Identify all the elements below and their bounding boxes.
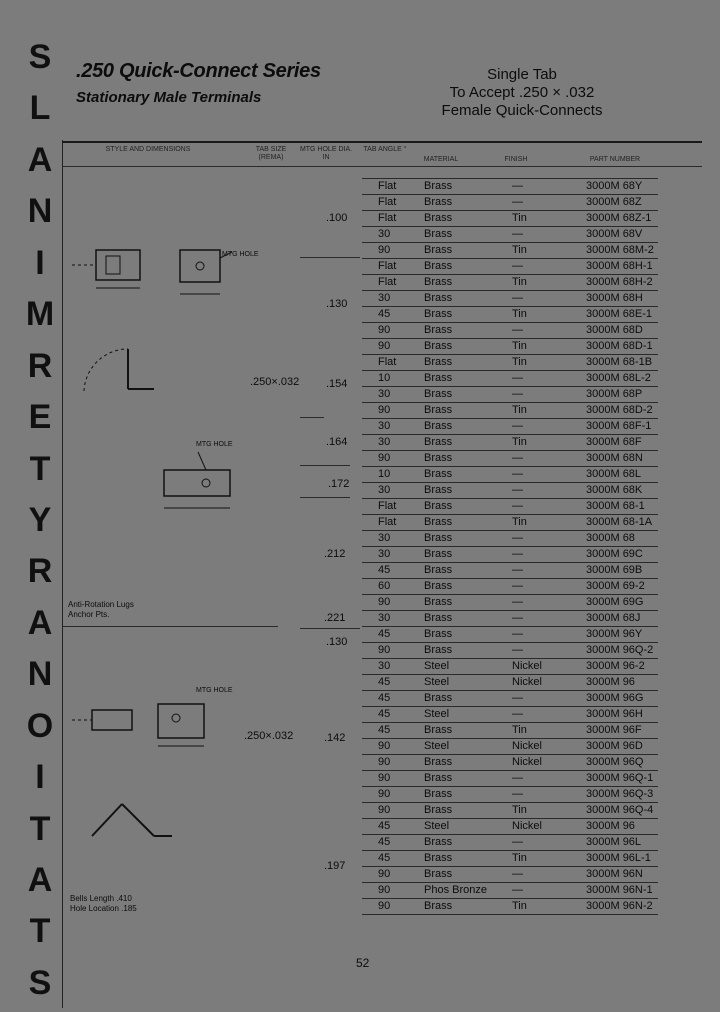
cell-angle: 30: [378, 228, 391, 240]
cell-part-number: 3000M 68F: [586, 436, 642, 448]
cell-material: Brass: [424, 580, 453, 592]
page-title: .250 Quick-Connect Series: [76, 60, 321, 82]
cell-finish: Tin: [512, 900, 527, 912]
cell-angle: 45: [378, 692, 391, 704]
cell-part-number: 3000M 69B: [586, 564, 643, 576]
cell-part-number: 3000M 96Y: [586, 628, 643, 640]
sidebar-letter: N: [27, 655, 53, 694]
cell-material: Brass: [424, 612, 453, 624]
cell-material: Brass: [424, 468, 453, 480]
cell-angle: 60: [378, 580, 391, 592]
cell-material: Brass: [424, 644, 453, 656]
cell-part-number: 3000M 68D-2: [586, 404, 653, 416]
group-rule: [300, 465, 350, 466]
left-rule: [62, 140, 63, 1008]
cell-part-number: 3000M 96D: [586, 740, 643, 752]
bend-drawing: [88, 796, 188, 846]
cell-angle: 45: [378, 724, 391, 736]
cell-material: Brass: [424, 452, 453, 464]
cell-part-number: 3000M 96-2: [586, 660, 645, 672]
sidebar-letter: I: [35, 243, 45, 282]
cell-part-number: 3000M 68-1B: [586, 356, 653, 368]
mtg-hole-label: MTG HOLE: [222, 251, 259, 258]
mtg-hole-label: MTG HOLE: [196, 441, 233, 448]
cell-finish: —: [512, 788, 523, 800]
cell-angle: 90: [378, 900, 391, 912]
cell-part-number: 3000M 96Q-1: [586, 772, 654, 784]
header-right-line: Female Quick-Connects: [441, 102, 603, 119]
cell-angle: 30: [378, 484, 391, 496]
cell-material: Steel: [424, 820, 450, 832]
cell-material: Brass: [424, 436, 453, 448]
col-material: MATERIAL: [423, 156, 459, 163]
header-right-line: To Accept .250 × .032: [449, 84, 595, 101]
cell-part-number: 3000M 96Q-3: [586, 788, 654, 800]
cell-material: Brass: [424, 852, 453, 864]
cell-finish: —: [512, 292, 523, 304]
sidebar-title: [18, 40, 62, 1000]
sidebar-letter: E: [28, 398, 52, 437]
sidebar-letter: A: [27, 603, 53, 642]
cell-material: Brass: [424, 484, 453, 496]
cell-finish: —: [512, 596, 523, 608]
cell-part-number: 3000M 69G: [586, 596, 644, 608]
cell-material: Brass: [424, 516, 453, 528]
header-right-line: Single Tab: [487, 66, 557, 83]
cell-part-number: 3000M 96F: [586, 724, 642, 736]
sidebar-letter: S: [28, 963, 52, 1002]
cell-material: Brass: [424, 404, 453, 416]
header-bottom-rule: [62, 166, 702, 167]
hole-dia: .130: [326, 636, 348, 648]
note-anti-rotation: Anti-Rotation Lugs: [68, 600, 134, 609]
cell-finish: —: [512, 420, 523, 432]
cell-finish: Tin: [512, 404, 527, 416]
cell-finish: Tin: [512, 804, 527, 816]
cell-finish: —: [512, 372, 523, 384]
terminal-drawing-mid: [150, 448, 260, 518]
cell-finish: Nickel: [512, 756, 542, 768]
cell-material: Steel: [424, 708, 450, 720]
sidebar-letter: A: [27, 140, 53, 179]
cell-finish: Tin: [512, 212, 527, 224]
cell-part-number: 3000M 96L: [586, 836, 642, 848]
cell-part-number: 3000M 68H-2: [586, 276, 653, 288]
cell-angle: Flat: [378, 212, 397, 224]
cell-finish: —: [512, 644, 523, 656]
cell-angle: 45: [378, 308, 391, 320]
cell-material: Brass: [424, 532, 453, 544]
cell-angle: 90: [378, 324, 391, 336]
hole-dia: .221: [324, 612, 346, 624]
cell-part-number: 3000M 96N: [586, 868, 643, 880]
cell-angle: 30: [378, 532, 391, 544]
cell-finish: Nickel: [512, 676, 542, 688]
cell-angle: Flat: [378, 276, 397, 288]
note-bells-length: Bells Length .410: [70, 894, 132, 903]
cell-part-number: 3000M 96L-1: [586, 852, 651, 864]
cell-angle: 90: [378, 452, 391, 464]
hole-dia: .130: [326, 298, 348, 310]
cell-material: Brass: [424, 724, 453, 736]
cell-finish: —: [512, 468, 523, 480]
cell-angle: 30: [378, 436, 391, 448]
cell-part-number: 3000M 68F-1: [586, 420, 652, 432]
cell-angle: 30: [378, 420, 391, 432]
cell-finish: Tin: [512, 724, 527, 736]
cell-material: Brass: [424, 420, 453, 432]
cell-material: Brass: [424, 772, 453, 784]
hole-dia: .164: [326, 436, 348, 448]
terminal-drawing-top: [66, 236, 246, 316]
cell-part-number: 3000M 96G: [586, 692, 644, 704]
cell-finish: Nickel: [512, 740, 542, 752]
cell-finish: Nickel: [512, 660, 542, 672]
cell-finish: —: [512, 260, 523, 272]
cell-material: Brass: [424, 900, 453, 912]
cell-part-number: 3000M 96: [586, 676, 635, 688]
cell-part-number: 3000M 68L-2: [586, 372, 651, 384]
cell-material: Steel: [424, 740, 450, 752]
cell-finish: —: [512, 548, 523, 560]
cell-angle: 30: [378, 388, 391, 400]
page-subtitle: Stationary Male Terminals: [76, 89, 262, 106]
terminal-drawing-lower: [70, 696, 250, 756]
cell-part-number: 3000M 68-1A: [586, 516, 653, 528]
cell-finish: —: [512, 884, 523, 896]
cell-material: Brass: [424, 564, 453, 576]
cell-part-number: 3000M 68N: [586, 452, 643, 464]
cell-material: Brass: [424, 212, 453, 224]
cell-finish: —: [512, 532, 523, 544]
cell-material: Brass: [424, 388, 453, 400]
cell-finish: —: [512, 484, 523, 496]
sidebar-letter: I: [35, 758, 45, 797]
table-row-rule: [362, 178, 658, 179]
cell-material: Brass: [424, 596, 453, 608]
cell-angle: 45: [378, 564, 391, 576]
cell-angle: Flat: [378, 356, 397, 368]
col-tab-size: TAB SIZE (REMA): [255, 146, 287, 161]
cell-angle: 90: [378, 804, 391, 816]
cell-part-number: 3000M 68K: [586, 484, 643, 496]
cell-material: Brass: [424, 356, 453, 368]
cell-angle: 45: [378, 676, 391, 688]
sidebar-letter: Y: [28, 500, 52, 539]
mtg-hole-label: MTG HOLE: [196, 687, 233, 694]
cell-finish: —: [512, 196, 523, 208]
cell-angle: 90: [378, 404, 391, 416]
sidebar-letter: R: [27, 346, 53, 385]
group-rule: [300, 257, 360, 258]
cell-material: Brass: [424, 372, 453, 384]
cell-angle: 90: [378, 740, 391, 752]
cell-angle: 45: [378, 836, 391, 848]
cell-angle: 90: [378, 884, 391, 896]
cell-finish: —: [512, 868, 523, 880]
page-number: 52: [356, 956, 370, 970]
cell-material: Phos Bronze: [424, 884, 487, 896]
cell-part-number: 3000M 68M-2: [586, 244, 654, 256]
cell-material: Brass: [424, 244, 453, 256]
tab-size-2: .250×.032: [244, 730, 294, 742]
angle-drawing: [80, 345, 170, 405]
cell-part-number: 3000M 68: [586, 532, 635, 544]
cell-angle: Flat: [378, 180, 397, 192]
cell-angle: 90: [378, 644, 391, 656]
cell-angle: 45: [378, 852, 391, 864]
group-rule: [300, 497, 350, 498]
cell-finish: Tin: [512, 516, 527, 528]
col-part-number: PART NUMBER: [589, 156, 641, 163]
cell-part-number: 3000M 68J: [586, 612, 641, 624]
hole-dia: .142: [324, 732, 346, 744]
cell-finish: —: [512, 228, 523, 240]
cell-material: Brass: [424, 868, 453, 880]
cell-angle: 90: [378, 596, 391, 608]
cell-material: Brass: [424, 340, 453, 352]
cell-material: Steel: [424, 676, 450, 688]
cell-finish: Tin: [512, 436, 527, 448]
cell-angle: Flat: [378, 500, 397, 512]
cell-part-number: 3000M 68E-1: [586, 308, 653, 320]
cell-finish: Tin: [512, 340, 527, 352]
cell-part-number: 3000M 68-1: [586, 500, 645, 512]
cell-angle: 45: [378, 820, 391, 832]
cell-angle: Flat: [378, 260, 397, 272]
cell-finish: —: [512, 452, 523, 464]
cell-material: Brass: [424, 836, 453, 848]
cell-part-number: 3000M 68Z-1: [586, 212, 652, 224]
cell-finish: —: [512, 612, 523, 624]
cell-finish: —: [512, 564, 523, 576]
cell-angle: Flat: [378, 196, 397, 208]
sidebar-letter: T: [29, 912, 51, 951]
cell-material: Brass: [424, 292, 453, 304]
cell-part-number: 3000M 68V: [586, 228, 643, 240]
cell-angle: 10: [378, 468, 391, 480]
sidebar-letter: T: [29, 809, 51, 848]
cell-part-number: 3000M 96Q: [586, 756, 644, 768]
cell-finish: —: [512, 324, 523, 336]
cell-finish: Nickel: [512, 820, 542, 832]
header-right: [400, 66, 644, 120]
cell-part-number: 3000M 69C: [586, 548, 643, 560]
cell-material: Brass: [424, 500, 453, 512]
cell-material: Brass: [424, 628, 453, 640]
group-rule: [300, 417, 324, 418]
cell-angle: 90: [378, 244, 391, 256]
cell-part-number: 3000M 68H: [586, 292, 643, 304]
cell-angle: 90: [378, 756, 391, 768]
cell-finish: Tin: [512, 308, 527, 320]
cell-part-number: 3000M 68Y: [586, 180, 643, 192]
hole-dia: .154: [326, 378, 348, 390]
group-rule: [300, 628, 360, 629]
cell-finish: —: [512, 180, 523, 192]
sidebar-letter: L: [29, 89, 51, 128]
cell-angle: 30: [378, 660, 391, 672]
cell-part-number: 3000M 96N-1: [586, 884, 653, 896]
sidebar-letter: N: [27, 192, 53, 231]
note-anchor: Anchor Pts.: [68, 610, 110, 619]
cell-finish: —: [512, 388, 523, 400]
cell-material: Steel: [424, 660, 450, 672]
cell-material: Brass: [424, 180, 453, 192]
table-row-rule: [362, 914, 658, 915]
sidebar-letter: M: [25, 295, 55, 334]
cell-material: Brass: [424, 308, 453, 320]
cell-angle: Flat: [378, 516, 397, 528]
cell-material: Brass: [424, 276, 453, 288]
cell-finish: —: [512, 628, 523, 640]
section-rule: [62, 626, 278, 627]
cell-part-number: 3000M 96: [586, 820, 635, 832]
col-finish: FINISH: [504, 156, 528, 163]
sidebar-letter: A: [27, 861, 53, 899]
cell-angle: 30: [378, 548, 391, 560]
cell-material: Brass: [424, 228, 453, 240]
hole-dia: .100: [326, 212, 348, 224]
cell-finish: —: [512, 580, 523, 592]
cell-material: Brass: [424, 548, 453, 560]
cell-part-number: 3000M 96Q-2: [586, 644, 654, 656]
cell-angle: 10: [378, 372, 391, 384]
sidebar-letter: O: [26, 706, 54, 745]
sidebar-letter: T: [29, 449, 51, 488]
cell-part-number: 3000M 96Q-4: [586, 804, 654, 816]
sidebar-letter: S: [28, 38, 52, 76]
cell-finish: Tin: [512, 852, 527, 864]
col-tab-angle: TAB ANGLE °: [363, 146, 407, 153]
cell-finish: Tin: [512, 356, 527, 368]
cell-part-number: 3000M 68D: [586, 324, 643, 336]
cell-material: Brass: [424, 196, 453, 208]
hole-dia: .197: [324, 860, 346, 872]
cell-angle: 90: [378, 868, 391, 880]
cell-finish: —: [512, 500, 523, 512]
cell-angle: 30: [378, 292, 391, 304]
col-style: STYLE AND DIMENSIONS: [105, 146, 191, 153]
cell-part-number: 3000M 68Z: [586, 196, 642, 208]
cell-finish: Tin: [512, 276, 527, 288]
cell-angle: 90: [378, 788, 391, 800]
cell-part-number: 3000M 68H-1: [586, 260, 653, 272]
cell-angle: 45: [378, 628, 391, 640]
tab-size-1: .250×.032: [250, 376, 300, 388]
col-mtg-hole: MTG HOLE DIA. IN: [299, 146, 353, 161]
cell-angle: 90: [378, 340, 391, 352]
cell-finish: —: [512, 692, 523, 704]
cell-material: Brass: [424, 260, 453, 272]
cell-part-number: 3000M 68D-1: [586, 340, 653, 352]
table-top-rule: [62, 141, 702, 143]
cell-part-number: 3000M 96H: [586, 708, 643, 720]
cell-material: Brass: [424, 692, 453, 704]
cell-part-number: 3000M 96N-2: [586, 900, 653, 912]
cell-part-number: 3000M 68L: [586, 468, 642, 480]
hole-dia: .172: [328, 478, 350, 490]
cell-finish: Tin: [512, 244, 527, 256]
cell-part-number: 3000M 69-2: [586, 580, 645, 592]
cell-angle: 90: [378, 772, 391, 784]
cell-angle: 30: [378, 612, 391, 624]
cell-finish: —: [512, 836, 523, 848]
cell-material: Brass: [424, 324, 453, 336]
cell-part-number: 3000M 68P: [586, 388, 643, 400]
cell-material: Brass: [424, 788, 453, 800]
cell-finish: —: [512, 772, 523, 784]
cell-finish: —: [512, 708, 523, 720]
cell-angle: 45: [378, 708, 391, 720]
note-hole-location: Hole Location .185: [70, 904, 137, 913]
cell-material: Brass: [424, 756, 453, 768]
hole-dia: .212: [324, 548, 346, 560]
sidebar-letter: R: [27, 552, 53, 591]
cell-material: Brass: [424, 804, 453, 816]
